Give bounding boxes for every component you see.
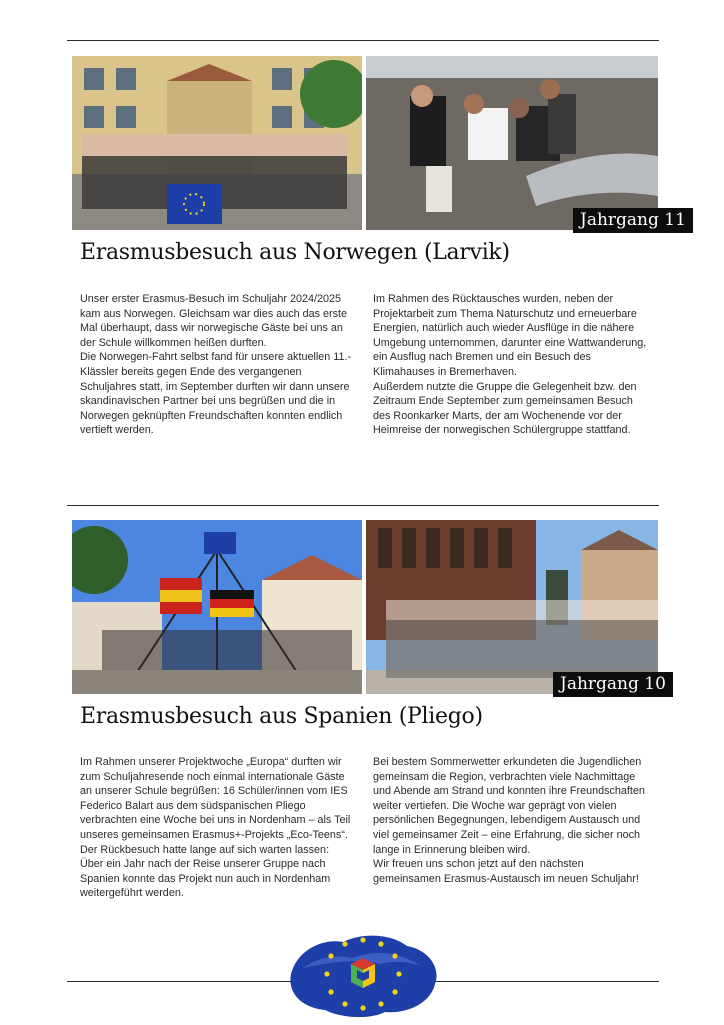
section-title-norway: Erasmusbesuch aus Norwegen (Larvik) — [80, 240, 510, 265]
norway-group-photo — [72, 56, 362, 230]
paragraph: Im Rahmen des Rücktausches wurden, neben der Projektarbeit zum Thema Naturschutz und erneuerbare Energien, natürlich auch wieder Ausflüge in die nähere Umgebung unternommen, darunter eine Wattwanderung, ein Ausflug nach Bremen und ein Besuch des Klimahauses in Bremerhaven. — [373, 293, 647, 378]
top-divider — [67, 40, 659, 41]
norway-text-right — [373, 292, 647, 438]
bremen-group-photo — [366, 520, 658, 694]
paragraph: Bei bestem Sommerwetter erkundeten die Jugendlichen gemeinsam die Region, verbrachten viele Nachmittage und Abende am Strand und konnten ihre Freundschaften weiter vertiefen. Die Woche war geprägt von vielen persönlichen Begegnungen, lebendigem Austausch und viel gemeinsamer Zeit – eine Erfahrung, die sicher noch lange in Erinnerung bleiben wird. — [373, 756, 645, 856]
section-title-spain: Erasmusbesuch aus Spanien (Pliego) — [80, 704, 483, 729]
erasmus-eu-flag-logo-icon — [283, 928, 443, 1020]
section-divider — [67, 505, 659, 506]
paragraph: Die Norwegen-Fahrt selbst fand für unsere aktuellen 11.-Klässler bereits gegen Ende des vergangenen Schuljahres statt, im September durften wir dann unsere skandinavischen Partner bei uns begrüßen und die in Norwegen geknüpften Freundschaften konnten endlich vertieft werden. — [80, 351, 352, 437]
paragraph: Wir freuen uns schon jetzt auf den nächsten gemeinsamen Erasmus-Austausch im neuen Schuljahr! — [373, 858, 639, 885]
paragraph: Unser erster Erasmus-Besuch im Schuljahr 2024/2025 kam aus Norwegen. Gleichsam war dies auch das erste Mal überhaupt, dass wir norwegische Gäste bei uns an der Schule willkommen heißen durften. — [80, 293, 348, 349]
paragraph: Im Rahmen unserer Projektwoche „Europa“ durften wir zum Schuljahresende noch einmal internationale Gäste an unserer Schule begrüßen: 16 Schüler/innen vom IES Federico Balart aus dem südspanischen Pliego verbrachten eine Woche bei uns in Nordenham – als Teil unseres gemeinsamen Erasmus+-Projekts „Eco-Teens“. — [80, 756, 351, 841]
grade-badge-11: Jahrgang 11 — [573, 208, 693, 233]
spain-text-left — [80, 755, 354, 901]
mudflat-hike-photo — [366, 56, 658, 230]
norway-text-left — [80, 292, 354, 438]
paragraph: Außerdem nutzte die Gruppe die Gelegenheit bzw. den Zeitraum Ende September zum gemeinsamen Besuch des Roonkarker Marts, der am Wochenende vor der Heimreise der norwegischen Schülergruppe stattfand. — [373, 380, 637, 437]
spain-flags-photo — [72, 520, 362, 694]
grade-badge-10: Jahrgang 10 — [553, 672, 673, 697]
spain-text-right — [373, 755, 647, 886]
paragraph: Der Rückbesuch hatte lange auf sich warten lassen: Über ein Jahr nach der Reise unserer Gruppe nach Spanien konnte das Projekt nun auch in Nordenham weitergeführt werden. — [80, 843, 331, 900]
